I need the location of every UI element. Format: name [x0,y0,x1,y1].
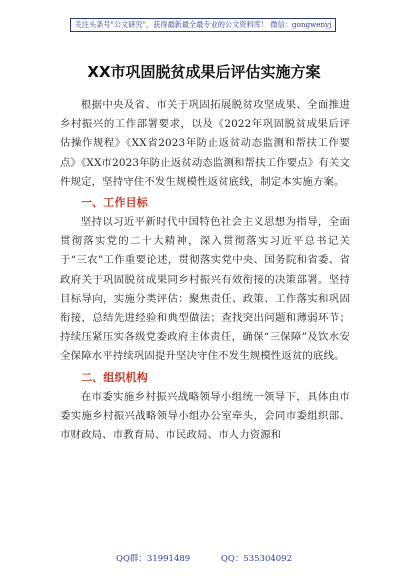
contact-footer [0,552,408,564]
document-title: XX市巩固脱贫成果后评估实施方案 [87,63,321,81]
qq-group-number: QQ群：31991489 [115,554,191,564]
intro-paragraph: 根据中央及省、市关于巩固拓展脱贫攻坚成果、全面推进乡村振兴的工作部署要求，以及《2022年巩固脱贫成果后评估操作规程》《XX省2023年防止返贫动态监测和帮扶工作要点》《XX市2023年防止返贫动态监测和帮扶工作要点》有关文件规定，坚持守住不发生规模性返贫底线，制定本实施方案。 [60,99,350,188]
section-body-goals: 坚持以习近平新时代中国特色社会主义思想为指导，全面贯彻落实党的二十大精神，深入贯彻落实习近平总书记关于“三农”工作重要论述，贯彻落实党中央、国务院和省委、省政府关于巩固脱贫成果同乡村振兴有效衔接的决策部署。坚持目标导向，实施分类评估：聚焦责任、政策、工作落实和巩固衔接，总结先进经验和典型做法；查找突出问题和薄弱环节；持续压紧压实各级党委政府主体责任，确保“三保障”及饮水安全保障水平持续巩固提升坚决守住不发生规模性返贫的底线。 [60,216,350,363]
promo-banner: 关注头条号"公文研究"，获得最新最全最专业的公文资料库！ 微信：gongwenyj [70,18,336,32]
section-body-organization: 在市委实施乡村振兴战略领导小组统一领导下，具体由市委实施乡村振兴战略领导小组办公室牵头，会同市委组织部、市财政局、市教育局、市民政局、市人力资源和 [60,390,350,442]
section-heading-goals: 一、工作目标 [81,196,148,210]
qq-number: QQ：535304092 [220,554,292,564]
section-heading-organization: 二、组织机构 [81,370,148,384]
document-body [60,96,350,445]
